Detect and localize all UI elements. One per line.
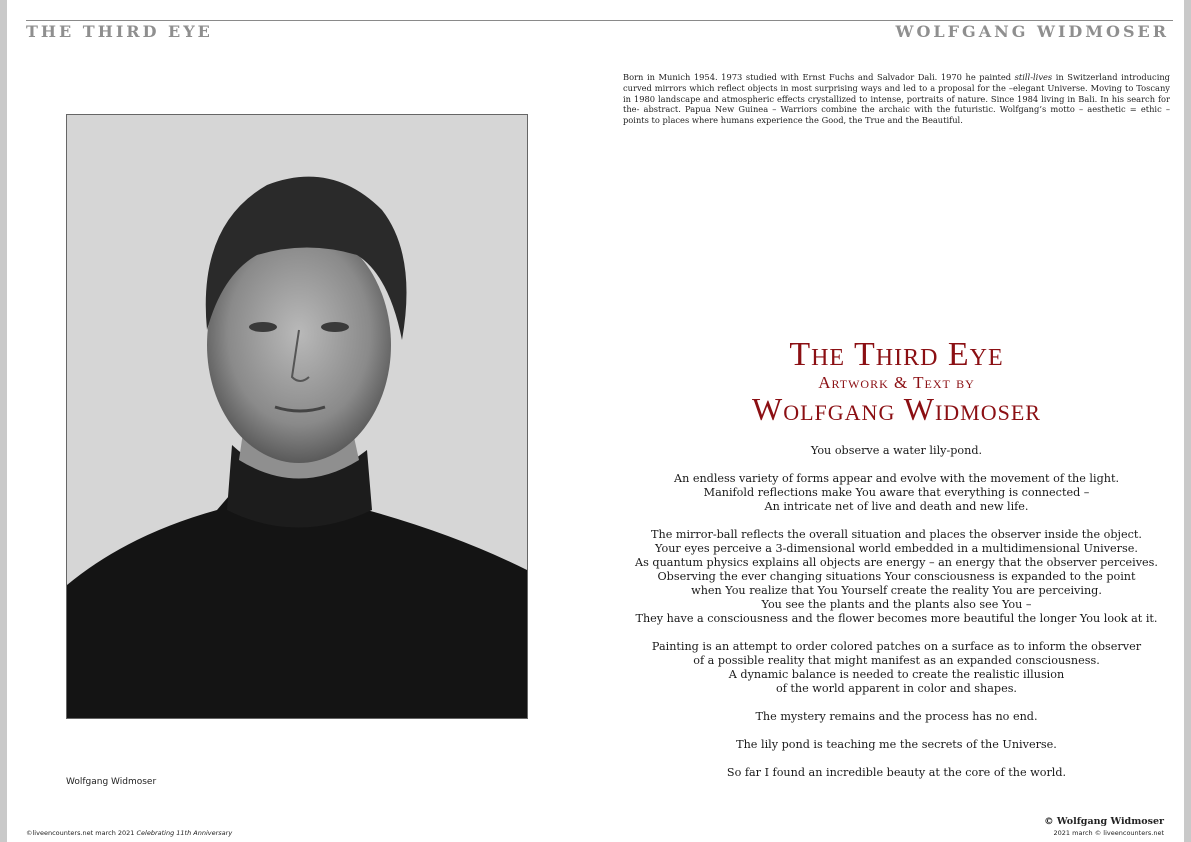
bio-text-1: Born in Munich 1954. 1973 studied with Ernst Fuchs and Salvador Dali. 1970 he painted — [623, 72, 1015, 82]
poem-line: The mirror-ball reflects the overall situation and places the observer inside the object. — [651, 528, 1142, 541]
poem-stanza — [623, 640, 1170, 696]
article-title: The Third Eye — [789, 336, 1004, 373]
poem-line: Your eyes perceive a 3-dimensional world embedded in a multidimensional Universe. — [655, 542, 1138, 555]
poem-line: You observe a water lily-pond. — [810, 444, 983, 457]
poem-text — [623, 444, 1170, 794]
header-rule — [26, 20, 1173, 21]
bio-text-2: in Switzerland introducing curved mirrors which reflect objects in most surprising ways and led to a proposal for the –elegant Universe. Moving to Toscany in 1980 landscape and atmospheric effects crystallized to intense, portraits of nature. Since 1984 living in Bali. In his search for the- abstract. Papua New Guinea – Warriors combine the archaic with the futuristic. Wolfgang’s motto – aesthetic = ethic – points to places where humans experience the Good, the True and the Beautiful. — [623, 72, 1170, 126]
poem-stanza — [623, 472, 1170, 514]
poem-line: Observing the ever changing situations Your consciousness is expanded to the point — [657, 570, 1136, 583]
poem-stanza — [623, 528, 1170, 626]
poem-line: The mystery remains and the process has no end. — [755, 710, 1038, 723]
artist-bio — [623, 72, 1170, 126]
artist-portrait-photo — [66, 114, 528, 719]
footer-site: 2021 march © liveencounters.net — [1053, 829, 1164, 837]
footer-copyright: © Wolfgang Widmoser — [1044, 816, 1164, 827]
bio-italic: still-lives — [1014, 72, 1053, 82]
poem-line: of the world apparent in color and shapes. — [775, 682, 1017, 695]
footer-left — [26, 829, 232, 837]
article-subtitle: Artwork & Text by — [818, 373, 975, 392]
title-block — [623, 335, 1170, 427]
header-title-right: WOLFGANG WIDMOSER — [895, 22, 1169, 41]
poem-stanza — [623, 738, 1170, 752]
poem-stanza — [623, 710, 1170, 724]
footer-left-text: ©liveencounters.net march 2021 — [26, 829, 137, 837]
poem-line: As quantum physics explains all objects are energy – an energy that the observer perceives. — [635, 556, 1158, 569]
poem-line: when You realize that You Yourself create the reality You are perceiving. — [691, 584, 1102, 597]
poem-line: of a possible reality that might manifest as an expanded consciousness. — [693, 654, 1100, 667]
poem-stanza — [623, 444, 1170, 458]
poem-line: So far I found an incredible beauty at the core of the world. — [726, 766, 1067, 779]
poem-line: The lily pond is teaching me the secrets of the Universe. — [736, 738, 1057, 751]
page — [7, 0, 1184, 842]
poem-line: A dynamic balance is needed to create the realistic illusion — [728, 668, 1065, 681]
poem-line: They have a consciousness and the flower becomes more beautiful the longer You look at it. — [635, 612, 1158, 625]
article-author: Wolfgang Widmoser — [752, 391, 1041, 427]
poem-line: Manifold reflections make You aware that everything is connected – — [703, 486, 1090, 499]
header-title-left: THE THIRD EYE — [26, 22, 213, 41]
poem-line: An endless variety of forms appear and evolve with the movement of the light. — [673, 472, 1119, 485]
poem-line: Painting is an attempt to order colored patches on a surface as to inform the observer — [651, 640, 1142, 653]
poem-line: You see the plants and the plants also see You – — [761, 598, 1032, 611]
poem-line: An intricate net of live and death and new life. — [764, 500, 1029, 513]
footer-right — [1044, 816, 1164, 837]
poem-stanza — [623, 766, 1170, 780]
footer-anniversary: Celebrating 11th Anniversary — [136, 829, 233, 837]
portrait-illustration — [67, 115, 527, 718]
photo-caption: Wolfgang Widmoser — [66, 777, 157, 787]
